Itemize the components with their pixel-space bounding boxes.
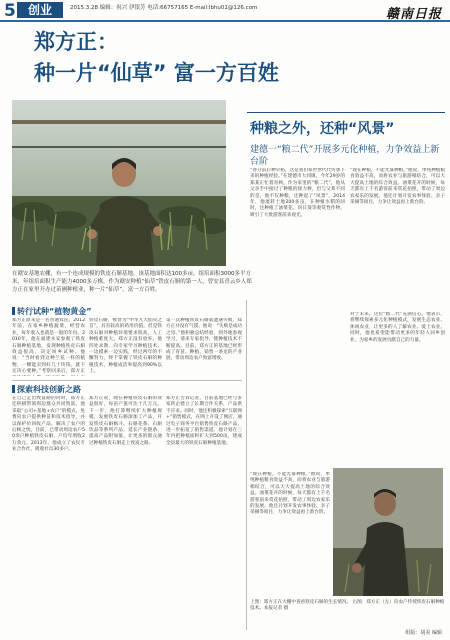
section-heading-2: 探索科技创新之路 (12, 384, 81, 395)
main-headline (12, 26, 442, 104)
divider (247, 112, 445, 113)
article-column-1: 郑方正原来是一名普通农民，2012年前，在家乡种植蔬菜，经营农业，每年收入也就是一般的年份。2010年，他在福建永安参观了铁皮石斛种植基地，发现种植铁皮石斛效益很高，决定回乡试种。他说：“当时看到这种兰花一样的植物，一棵能卖到好几十块钱，就下定决心要种。”考察回来后，郑方正 (12, 318, 85, 375)
main-photo (12, 100, 226, 266)
right-column-1: “春分前后种早稻，这是我们家世世代代传承下来的种植经验。”在建德市大同镇，今年29岁的郑某正忙着育秧。作为家里的“粮二代”，他从父亲手中接过了种粮的接力棒，但与父辈不同的是，他不仅种粮，还种起了“风景”。2014年，他流转土地200多亩，在种植水稻的同时，还种植了油菜花、向日葵等观赏性作物，吸引了大批游客前来观光。 (250, 168, 345, 218)
page-header (0, 0, 450, 22)
article-column-3: 第一次种植铁皮石斛就遭遇失败，郑方正并没有气馁。他说：“失败是成功之母。”他积极总结经验，到外地参观学习，请来专家指导，使种植技术不断提高。目前，郑方正的基地已经形成了育苗、种植、销售一条龙的产业链，带动周边农户致富增收。 (166, 318, 242, 362)
header-meta: 2015.3.28 编辑：祝兴 伊银芳 电话:66757165 E-mail:lbhu01@126.com (70, 5, 258, 11)
right-column-2: “现在种粮，不能光靠种粮。”他说，单纯种植粮食效益不高，而将农业与旅游相结合，可以大大提高土地的综合效益。油菜花开的时候，每天都有上千名游客前来赏花拍照，带动了周边农家乐的发展。他还计划开发农事体验、亲子采摘等项目，力争让效益再上新台阶。 (350, 168, 445, 206)
right-article-subtitle: 建德一“粮二代”开展多元化种植，力争效益上新台阶 (250, 145, 440, 167)
section-label: 创业 (17, 2, 63, 18)
column-divider (246, 300, 247, 630)
right-article-heading (250, 118, 445, 168)
right-article-title: 种粮之外，还种“风景” (250, 121, 395, 137)
secondary-photo-caption: 上图：郑方正在大棚中查看铁皮石斛的生长情况。 右图：郑方正（左）向农户传授铁皮石斛种植技术。本报记者 摄 (250, 600, 445, 612)
farmer-photo-illustration (333, 468, 443, 596)
article-column-4: 在自己走出致富路的同时，郑方正还积极带领周边群众共同致富。他采取“公司+基地+农户“的模式，免费向农户提供种苗和技术指导，并以保护价回收产品，解决了农户的后顾之忧。目前，已带动周边农户50余户种植铁皮石斛，户均年增收2万余元。2013年，他成立了农民专业合作社，吸收社员30多户。 (12, 396, 85, 453)
article-column-5: 郑方正说，现在种植铁皮石斛的效益很好，每亩产值可达十几万元。下一步，他打算继续扩大种植规模，发展铁皮石斛深加工产品，开发铁皮石斛枫斗、石斛花茶、石斛饮品等系列产品，延长产业链条，提高产品附加值，让更多的群众通过种植铁皮石斛走上致富之路。 (89, 396, 162, 446)
divider (12, 380, 242, 381)
right-column-4: “现在种粮，不能光靠种粮。”他说，单纯种植粮食效益不高，而将农业与旅游相结合，可以大大提高土地的综合效益。油菜花开的时候，每天都有上千名游客前来赏花拍照，带动了周边农家乐的发展。他还计划开发农事体验、亲子采摘等项目，力争让效益再上新台阶。 (250, 472, 330, 516)
greenhouse-photo-illustration (12, 100, 226, 266)
section-heading-1: 转行试种“植物黄金” (12, 306, 92, 317)
right-column-3: 对于未来，这位“粮二代”充满信心。他表示，将继续探索多元化种植模式，发展生态农业、休闲农业，让更多的人了解农业、爱上农业。同时，他也希望能带动更多的年轻人回乡创业，为家乡的发展贡献自己的力量。 (350, 312, 445, 343)
masthead: 赣南日报 (385, 7, 442, 22)
headline-line2: 种一片“仙草” 富一方百姓 (34, 61, 279, 85)
article-column-2: 铁皮石斛，被誉为“中华九大仙草之首”，具有较高的药用价值。但是铁皮石斛对种植环境要求很高，人工种植难度大。郑方正没有放弃，他四处求教，向专家学习种植技术，一边摸索一边实践，经过两年的不懈努力，终于掌握了铁皮石斛的种植技术，种植成活率提高到90%以上。 (89, 318, 162, 375)
article-column-6: 郑方正告诉记者，目前基地已经与多家药企建立了长期合作关系，产品供不应求。同时，他还积极探索“互联网+”销售模式，在网上开设了网店，通过电子商务平台销售铁皮石斛产品，进一步拓宽了销售渠道。他计划在三年内把种植面积扩大到500亩，建成全县最大的铁皮石斛种植基地。 (166, 396, 242, 446)
photo-caption: 在赣安基地农棚，有一个连成规模的铁皮石斛基地。该基地面积达100多亩，组培面积3000多平方米，年组培面积生产能力4000多万株。作为赣安种植“仙草”铁皮石斛的第一人，曾安县青云乡人郑方正在家里开办过苗圃种植业，种一片“仙草”，富一方百姓。 (12, 271, 252, 293)
secondary-photo (333, 468, 443, 596)
headline-line1: 郑方正： (34, 30, 118, 54)
page-footer: 组版：胡美 编辑 (405, 630, 442, 636)
page-number: 5 (4, 1, 16, 21)
